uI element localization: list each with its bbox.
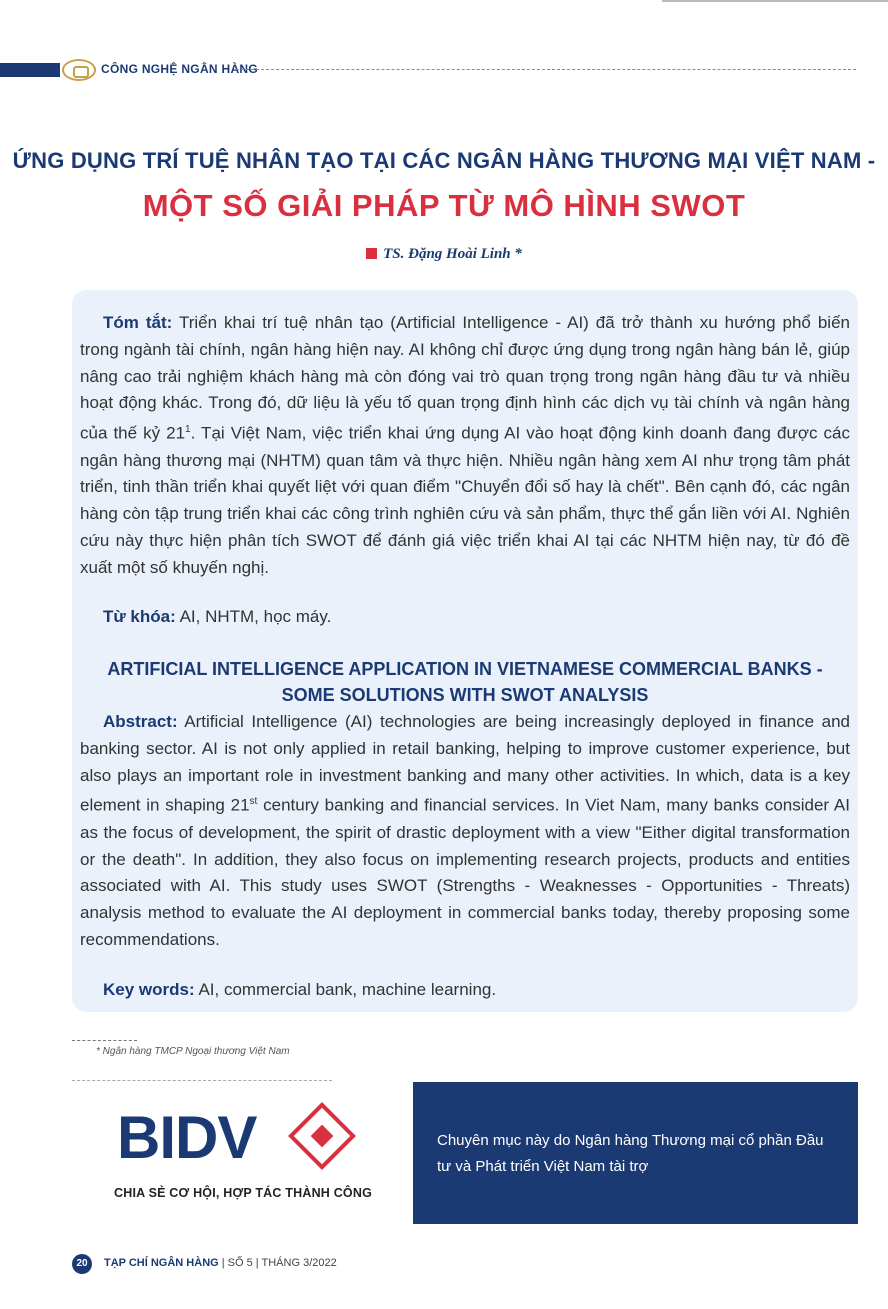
ad-dashed-rule: [72, 1080, 332, 1081]
section-title: CÔNG NGHỆ NGÂN HÀNG: [101, 62, 259, 76]
sponsor-panel: [413, 1082, 858, 1224]
keywords-en-label: Key words:: [103, 980, 195, 999]
english-title-line2: SOME SOLUTIONS WITH SWOT ANALYSIS: [281, 685, 649, 705]
section-header: [0, 58, 888, 82]
sponsor-text: Chuyên mục này do Ngân hàng Thương mại cổ phần Đầu tư và Phát triển Việt Nam tài trợ: [437, 1132, 824, 1175]
author-name: TS. Đặng Hoài Linh *: [383, 246, 522, 262]
bidv-slogan: CHIA SẺ CƠ HỘI, HỢP TÁC THÀNH CÔNG: [114, 1186, 372, 1200]
journal-issue: | SỐ 5 | THÁNG 3/2022: [221, 1257, 337, 1269]
author-affiliation-footnote: * Ngân hàng TMCP Ngoại thương Việt Nam: [96, 1046, 290, 1057]
top-edge-rule: [662, 0, 888, 3]
footnote-rule: [72, 1040, 137, 1041]
pen-icon: [366, 248, 377, 259]
abstract-vi-label: Tóm tắt:: [103, 313, 173, 332]
journal-footer: [104, 1257, 337, 1269]
page-number: 20: [72, 1254, 92, 1274]
abstract-vietnamese: [80, 310, 850, 582]
abstract-en-label: Abstract:: [103, 712, 178, 731]
abstract-en-text-1: Artificial Intelligence (AI) technologies are being increasingly deployed in finance and banking sector. AI is not only applied in retail banking, helping to improve customer experience, but also plays an important role in investment banking and many other activities. In which, data is a key element in shaping 21: [80, 712, 850, 816]
article-title-line2: MỘT SỐ GIẢI PHÁP TỪ MÔ HÌNH SWOT: [142, 188, 746, 223]
superscript-st: st: [249, 796, 258, 808]
keywords-english: [103, 977, 843, 1003]
keywords-vietnamese: [103, 604, 843, 630]
abstract-vi-text-1: Triển khai trí tuệ nhân tạo (Artificial Intelligence - AI) đã trở thành xu hướng phổ biến trong ngành tài chính, ngân hàng hiện nay. AI không chỉ được ứng dụng trong ngân hàng bán lẻ, giúp nâng cao trải nghiệm khách hàng mà còn đóng vai trò quan trọng trong ngân hàng đầu tư và nhiều hoạt động khác. Trong đó, dữ liệu là yếu tố quan trọng định hình các dịch vụ tài chính và ngân hàng của thế kỷ 21: [80, 313, 850, 443]
keywords-vi-text: AI, NHTM, học máy.: [179, 607, 332, 626]
header-dashed-rule: [236, 69, 856, 70]
english-title-line1: ARTIFICIAL INTELLIGENCE APPLICATION IN VIETNAMESE COMMERCIAL BANKS -: [107, 659, 823, 679]
magazine-logo-icon: [62, 59, 96, 81]
sponsor-banner: [72, 1082, 858, 1224]
bidv-logo-panel: [72, 1082, 412, 1224]
journal-name: TẠP CHÍ NGÂN HÀNG: [104, 1257, 219, 1269]
abstract-english: [80, 709, 850, 954]
abstract-en-text-2: century banking and financial services. In Viet Nam, many banks consider AI as the focus of development, the spirit of drastic deployment with a view "Either digital transformation or the death". In addition, they also focus on implementing research projects, products and entities associated with AI. This study uses SWOT (Strengths - Weaknesses - Opportunities - Threats) analysis method to evaluate the AI deployment in commercial banks today, thereby proposing some recommendations.: [80, 796, 850, 950]
author-line: [0, 246, 888, 263]
bidv-diamond-icon: [288, 1102, 356, 1170]
keywords-vi-label: Từ khóa:: [103, 607, 176, 626]
article-title-line1: ỨNG DỤNG TRÍ TUỆ NHÂN TẠO TẠI CÁC NGÂN HÀNG THƯƠNG MẠI VIỆT NAM -: [12, 148, 876, 173]
header-bar: [0, 63, 60, 77]
abstract-vi-text-2: . Tại Việt Nam, việc triển khai ứng dụng AI vào hoạt động kinh doanh đang được các ngân hàng thương mại (NHTM) quan tâm và thực hiện. Nhiều ngân hàng xem AI như trọng tâm phát triển, tinh thần triển khai quyết liệt với quan điểm "Chuyển đổi số hay là chết". Bên cạnh đó, các ngân hàng còn tập trung triển khai các công trình nghiên cứu và sản phẩm, thực thể gắn liền với AI. Nghiên cứu này thực hiện phân tích SWOT để đánh giá việc triển khai AI tại các NHTM hiện nay, từ đó đề xuất một số khuyến nghị.: [80, 423, 850, 577]
english-title: [72, 656, 858, 708]
footnote-mark: 1: [185, 424, 191, 436]
bidv-wordmark: BIDV: [117, 1104, 257, 1171]
keywords-en-text: AI, commercial bank, machine learning.: [198, 980, 497, 999]
